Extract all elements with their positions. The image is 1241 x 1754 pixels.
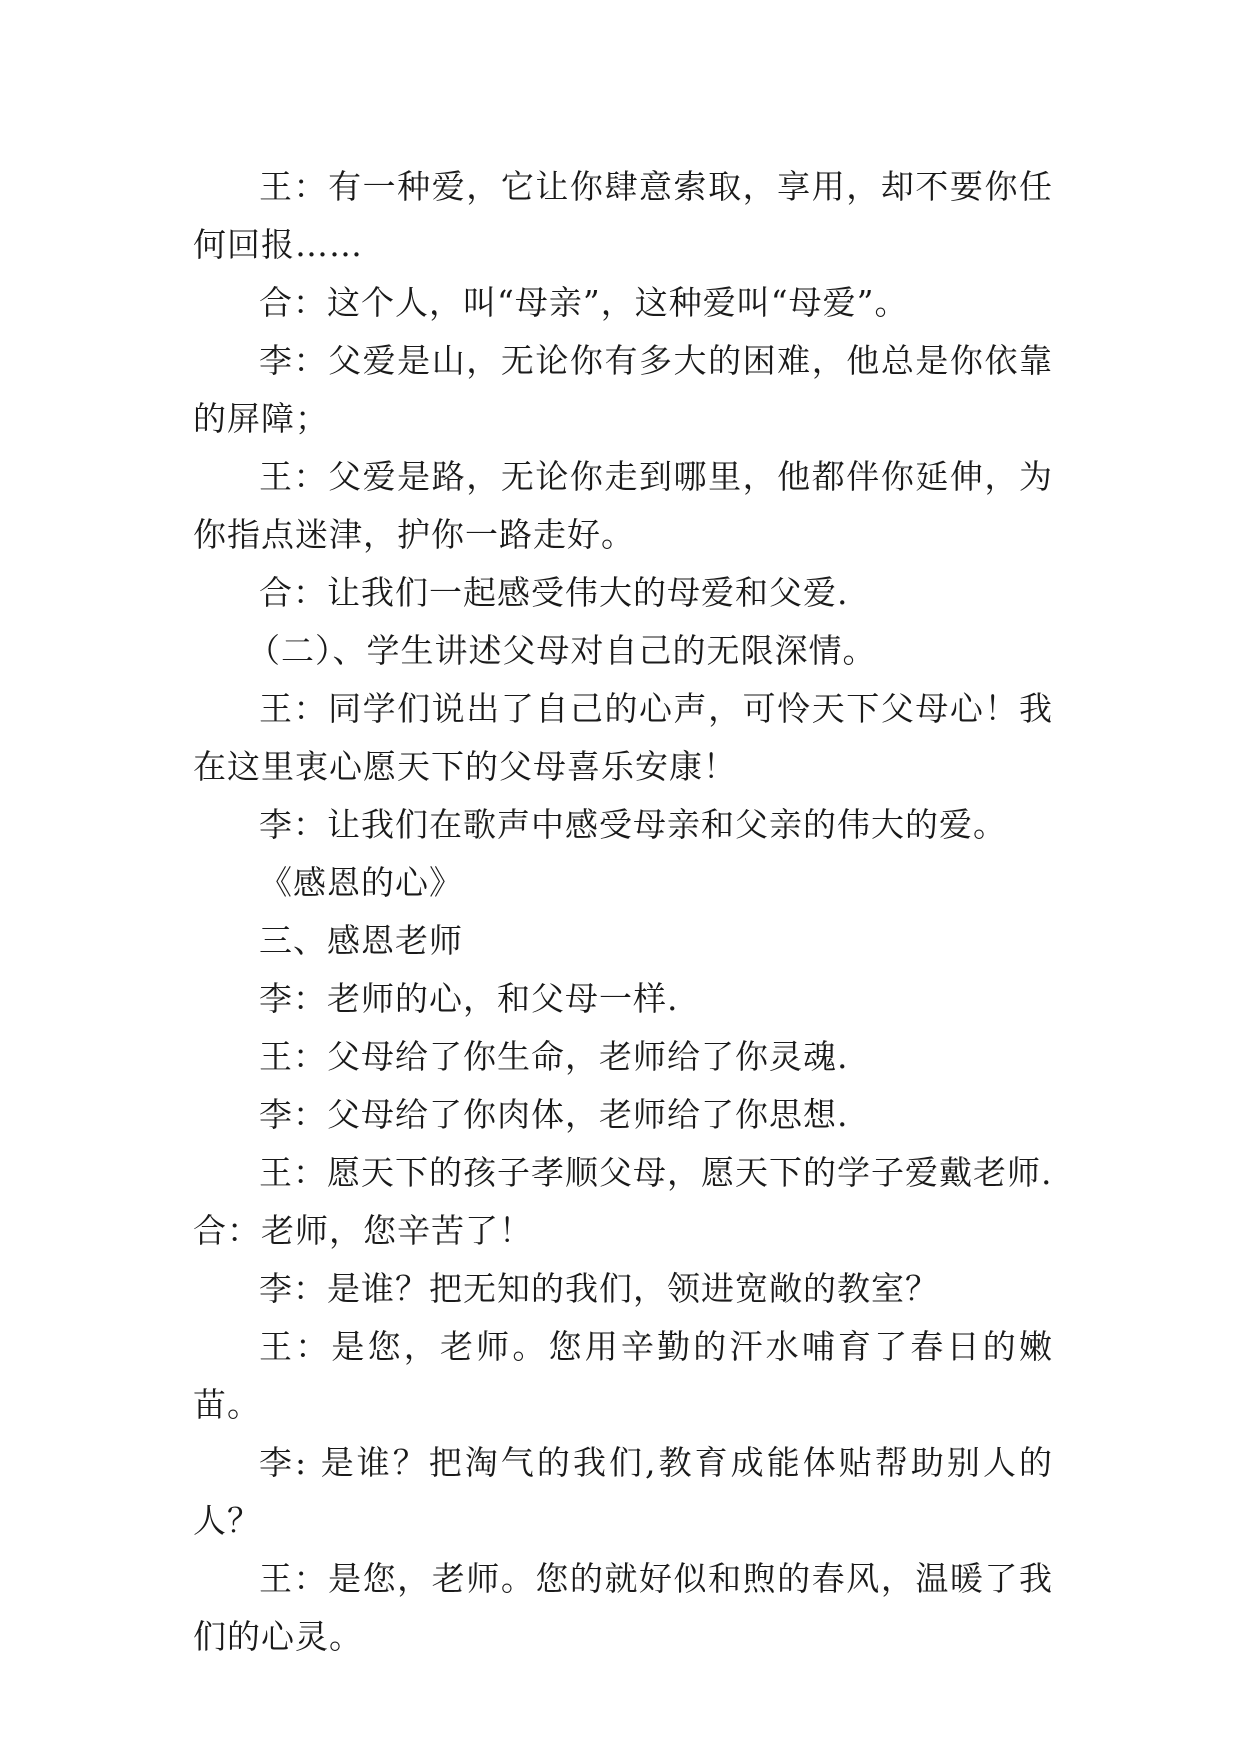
paragraph: 王：父爱是路，无论你走到哪里，他都伴你延伸，为你指点迷津，护你一路走好。	[193, 457, 1053, 554]
paragraph: 合：老师，您辛苦了！	[193, 1211, 533, 1250]
paragraph: 李: 是谁？把淘气的我们,教育成能体贴帮助别人的人？	[193, 1443, 1053, 1540]
paragraph: 合：这个人，叫“母亲”，这种爱叫“母爱”。	[259, 283, 909, 322]
paragraph: 李：是谁？把无知的我们，领进宽敞的教室？	[259, 1269, 939, 1308]
paragraph: 李：老师的心，和父母一样.	[259, 979, 679, 1018]
paragraph: 王：是您，老师。您的就好似和煦的春风，温暖了我们的心灵。	[193, 1559, 1053, 1656]
document-body	[193, 158, 1053, 1666]
paragraph: 李：父母给了你肉体，老师给了你思想.	[259, 1095, 849, 1134]
section-heading: 三、感恩老师	[259, 921, 463, 960]
paragraph: 王：是您，老师。您用辛勤的汗水哺育了春日的嫩苗。	[193, 1327, 1053, 1424]
paragraph: 李：让我们在歌声中感受母亲和父亲的伟大的爱。	[259, 805, 1007, 844]
paragraph: 李：父爱是山，无论你有多大的困难，他总是你依靠的屏障；	[193, 341, 1053, 438]
paragraph: 王：愿天下的孩子孝顺父母，愿天下的学子爱戴老师.	[259, 1153, 1053, 1192]
song-title: 《感恩的心》	[259, 863, 463, 902]
section-heading: （二）、学生讲述父母对自己的无限深情。	[247, 631, 877, 670]
paragraph: 王：有一种爱，它让你肆意索取，享用，却不要你任何回报……	[193, 167, 1053, 264]
paragraph: 王：同学们说出了自己的心声，可怜天下父母心！我在这里衷心愿天下的父母喜乐安康！	[193, 689, 1053, 786]
paragraph: 合：让我们一起感受伟大的母爱和父爱.	[259, 573, 849, 612]
paragraph: 王：父母给了你生命，老师给了你灵魂.	[259, 1037, 849, 1076]
